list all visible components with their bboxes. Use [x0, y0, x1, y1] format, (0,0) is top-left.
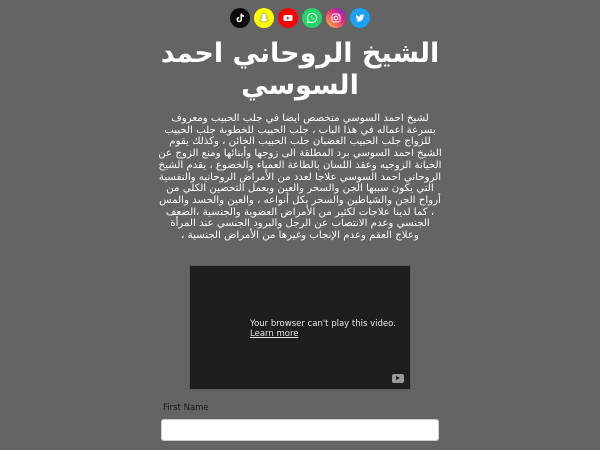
tiktok-link[interactable] — [230, 8, 250, 28]
social-links — [0, 8, 600, 28]
twitter-icon — [354, 12, 366, 24]
instagram-icon — [330, 12, 342, 24]
video-error-text: Your browser can't play this video. — [250, 319, 396, 329]
learn-more-link[interactable]: Learn more — [250, 329, 299, 339]
twitter-link[interactable] — [350, 8, 370, 28]
instagram-link[interactable] — [326, 8, 346, 28]
youtube-icon — [282, 12, 294, 24]
whatsapp-icon — [306, 12, 318, 24]
youtube-link[interactable] — [278, 8, 298, 28]
snapchat-link[interactable] — [254, 8, 274, 28]
video-player[interactable] — [189, 265, 411, 390]
first-name-input[interactable] — [161, 419, 439, 441]
whatsapp-link[interactable] — [302, 8, 322, 28]
first-name-label: First Name — [163, 403, 209, 413]
tiktok-icon — [234, 12, 246, 24]
youtube-logo-icon[interactable] — [392, 374, 404, 383]
page-title: الشيخ الروحاني احمد السوسي — [160, 38, 440, 101]
snapchat-icon — [258, 12, 270, 24]
description-text: لشيخ احمد السوسي متخصص ايضا في جلب الحبيب ومعروف بسرعة اعماله في هذا الباب ، جلب الحبيب للخطوبة جلب الحبيب للزواج جلب الحبيب الغضبان جلب الحبيب الخائن ، وكذلك يقوم الشيخ احمد السوسي برد المطلقة الى زوجها وأبنائها ومنع الزوج عن الخيانة الزوجيه وعقد اللسان بالطاعة العمياء والخضوع ، يقدم الشيخ الروحاني احمد السوسي علاجا لعدد من الأمراض الروحانيه والنفسية التي يكون سببها الجن والسحر والعين وبعمل التحصين الكلي من أرواح الجن والشياطين والسحر بكل أنواعه ، والعين والحسد والمس ، كما لدينا علاجات لكثير من الأمراض العضوية والجنسية ،الضعف الجنسي وعدم الانتصاب عن الرجل والبرود الجنسي عند المرأة وعلاج العقم وعدم الإنجاب وغيرها من الأمراض الجنسية ، — [158, 113, 442, 242]
video-error-message — [250, 319, 396, 339]
